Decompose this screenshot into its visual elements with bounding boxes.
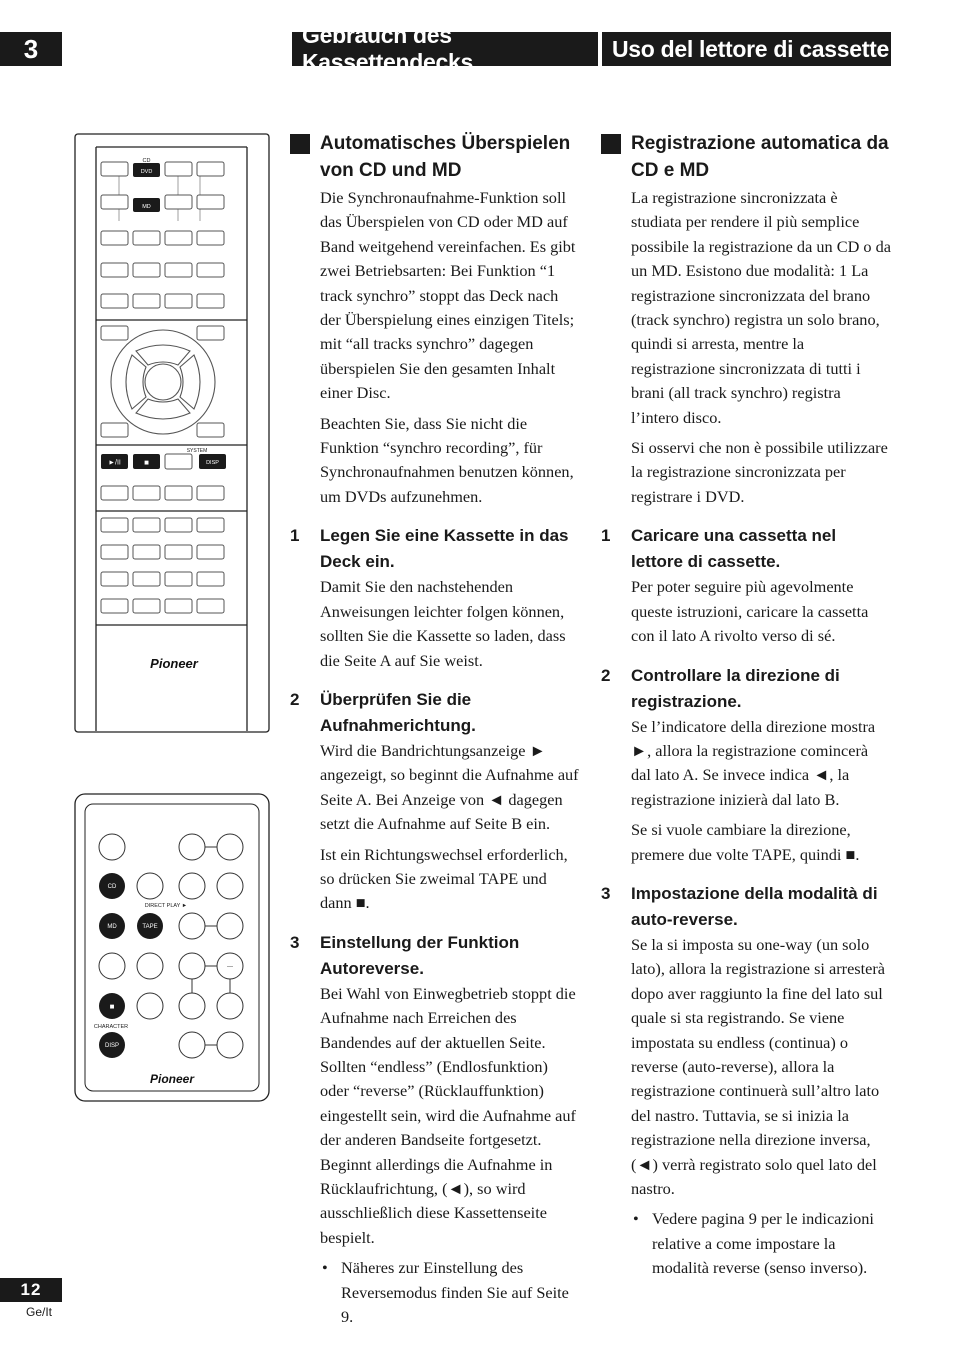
german-heading-text: Automatisches Überspielen von CD und MD [320,133,571,181]
play-pause-label: ►/II [108,459,121,467]
step-title: Controllare la direzione di registrazione. [631,665,840,711]
page-number: 12 [0,1278,62,1302]
italian-bullet-note [631,1207,891,1280]
step-text: Wird die Bandrichtungsanzeige ► angezeigt, so beginnt die Aufnahme auf Seite A. Bei Anzeige von ◄ dagegen setzt die Aufnahme auf Seite B ein. [320,740,579,834]
step-text: Ist ein Richtungswechsel erforderlich, so drücken Sie zweimal TAPE und dann ■. [320,844,568,913]
step-text: Bei Wahl von Einwegbetrieb stoppt die Aufnahme nach Erreichen des Bandendes auf der aktuellen Seite. Sollten “endless” (Endlosfunktion) oder “reverse” (Rücklauffunktion) eingestellt sein, wird die Aufnahme auf der anderen Bandseite fortgesetzt. Beginnt allerdings die Aufnahme in Rücklaufrichtung, (◄), so wird ausschließlich diese Kassettenseite bespielt. [320,983,576,1247]
tape-button-label: TAPE [142,924,158,930]
step-number: 2 [290,689,300,709]
german-note-paragraph: Beachten Sie, dass Sie nicht die Funktion “synchro recording”, für Synchronaufnahmen benutzen können, um DVDs aufzunehmen. [320,413,574,506]
compact-remote-illustration [74,793,270,1103]
step-number: 2 [601,665,611,685]
cd-label: CD [142,158,151,164]
bullet-text: Näheres zur Einstellung des Reversemodus finden Sie auf Seite 9. [341,1258,569,1327]
step-number: 3 [601,883,611,903]
language-code: Ge/It [26,1305,53,1319]
stop-button-label: ■ [109,1002,115,1011]
disp-label: DISP [206,460,219,466]
italian-step-2 [601,663,891,867]
pioneer-logo: Pioneer [150,656,198,671]
italian-intro-paragraph: La registrazione sincronizzata è studiata per rendere il più semplice possibile la registrazione da un CD o da un MD. Esistono due modalità: 1 La registrazione sincronizzata del brano (track synchro) registra un solo brano, quindi si arresta, mentre la registrazione sincronizzata di tutti i brani (all track synchro) registra l’intero disco. [631,188,891,427]
header-title-italian: Uso del lettore di cassette [602,32,891,66]
stop-label: ■ [144,458,149,467]
step-title: Einstellung der Funktion Autoreverse. [320,932,520,978]
step-text: Se si vuole cambiare la direzione, premere due volte TAPE, quindi ■. [631,820,860,864]
step-text: Se la si imposta su one-way (un solo lato), allora la registrazione si arresterà dopo aver raggiunto la fine del lato sul quale si sta registrando. Se viene impostata su endless (continua) o reverse (auto-reverse), allora la registrazione continuerà sull’altro lato del nastro. Tuttavia, se si inizia la registrazione nella direzione inversa, (◄) verrà registrato solo quel lato del nastro. [631,934,886,1198]
german-step-2 [290,687,580,916]
german-bullet-note [320,1256,580,1329]
section-marker [601,134,621,154]
step-number: 1 [601,526,611,546]
step-number: 3 [290,932,300,952]
header-title-german: Gebrauch des Kassettendecks [292,32,598,66]
disp-button-label: DISP [104,1043,120,1049]
step-title: Caricare una cassetta nel lettore di cassette. [631,526,837,572]
italian-step-3 [601,881,891,1201]
dash-button-label: --- [227,964,233,970]
main-remote-illustration [74,133,270,733]
step-number: 1 [290,526,300,546]
german-intro-paragraph: Die Synchronaufnahme-Funktion soll das Überspielen von CD oder MD auf Band weitgehend vereinfachen. Es gibt zwei Betriebsarten: Bei Funktion “1 track synchro” stoppt das Deck nach der Überspielung eines einzigen Titels; mit “all tracks synchro” dagegen überspielen Sie den gesamten Inhalt einer Disc. [320,188,576,403]
step-text: Damit Sie den nachstehenden Anweisungen leichter folgen können, sollten Sie die Kassette so laden, dass die Seite A auf Sie weist. [320,577,566,670]
md-button-label: MD [107,924,117,930]
md-label: MD [142,204,151,210]
dvd-label: DVD [140,169,153,175]
step-title: Impostazione della modalità di auto-reverse. [631,883,878,929]
step-text: Per poter seguire più agevolmente queste istruzioni, caricare la cassetta con il lato A rivolto verso di sé. [631,577,869,646]
bullet-text: Vedere pagina 9 per le indicazioni relative a come impostare la modalità reverse (senso inverso). [652,1209,874,1278]
german-step-3 [290,930,580,1250]
italian-note-paragraph: Si osservi che non è possibile utilizzare la registrazione sincronizzata per registrare i DVD. [631,438,888,506]
section-marker [290,134,310,154]
bullet-dot: • [322,1258,328,1278]
direct-play-label: DIRECT PLAY ► [144,903,188,909]
character-label: CHARACTER [93,1024,129,1030]
system-label: SYSTEM [186,448,208,454]
italian-section-heading [601,130,891,184]
chapter-number: 3 [0,32,62,66]
italian-step-1 [601,523,891,648]
german-step-1 [290,523,580,673]
step-title: Überprüfen Sie die Aufnahmerichtung. [320,689,476,735]
step-text: Se l’indicatore della direzione mostra ►, allora la registrazione comincerà dal lato A. Se invece indica ◄, la registrazione inizierà dal lato B. [631,716,876,809]
cd-button-label: CD [107,884,117,890]
step-title: Legen Sie eine Kassette in das Deck ein. [320,526,569,572]
german-column [290,130,580,1329]
pioneer-logo-small: Pioneer [149,1072,195,1086]
italian-heading-text: Registrazione automatica da CD e MD [631,133,889,181]
bullet-dot: • [633,1209,639,1229]
italian-column [601,130,891,1281]
german-section-heading [290,130,580,184]
